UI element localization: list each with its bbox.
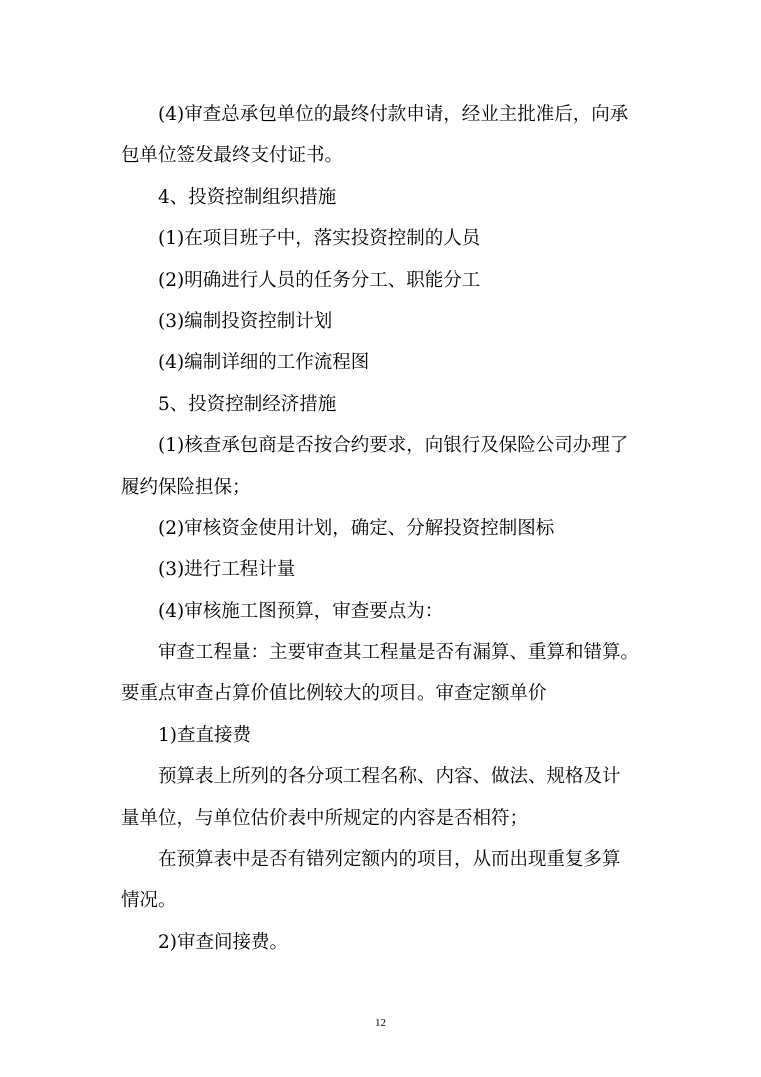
list-item: (1)核查承包商是否按合约要求，向银行及保险公司办理了	[158, 435, 629, 457]
sub-heading: 2)审查间接费。	[158, 931, 288, 953]
list-item: (2)审核资金使用计划，确定、分解投资控制图标	[158, 517, 555, 539]
text-line: 要重点审查占算价值比例较大的项目。审查定额单价	[121, 683, 547, 705]
list-item: (4)编制详细的工作流程图	[158, 352, 370, 374]
text-line: (4)审查总承包单位的最终付款申请，经业主批准后，向承	[158, 104, 629, 125]
text-line: 包单位签发最终支付证书。	[121, 145, 344, 167]
text-line: 在预算表中是否有错列定额内的项目，从而出现重复多算	[158, 849, 621, 871]
text-line: 预算表上所列的各分项工程名称、内容、做法、规格及计	[158, 766, 621, 788]
text-line: 审查工程量：主要审查其工程量是否有漏算、重算和错算。	[158, 642, 640, 664]
list-item: (3)编制投资控制计划	[158, 310, 333, 332]
section-heading: 4、投资控制组织措施	[158, 186, 337, 208]
list-item: (4)审核施工图预算，审查要点为：	[158, 600, 444, 622]
list-item: (3)进行工程计量	[158, 559, 296, 581]
text-line: 量单位，与单位估价表中所规定的内容是否相符；	[121, 807, 529, 829]
page-body	[121, 94, 646, 963]
text-line: 情况。	[121, 890, 177, 912]
list-item: (2)明确进行人员的任务分工、职能分工	[158, 269, 481, 291]
text-line: 履约保险担保；	[121, 476, 251, 498]
page-number: 12	[375, 1017, 386, 1029]
section-heading: 5、投资控制经济措施	[158, 393, 337, 415]
sub-heading: 1)查直接费	[158, 724, 251, 746]
list-item: (1)在项目班子中，落实投资控制的人员	[158, 228, 481, 250]
